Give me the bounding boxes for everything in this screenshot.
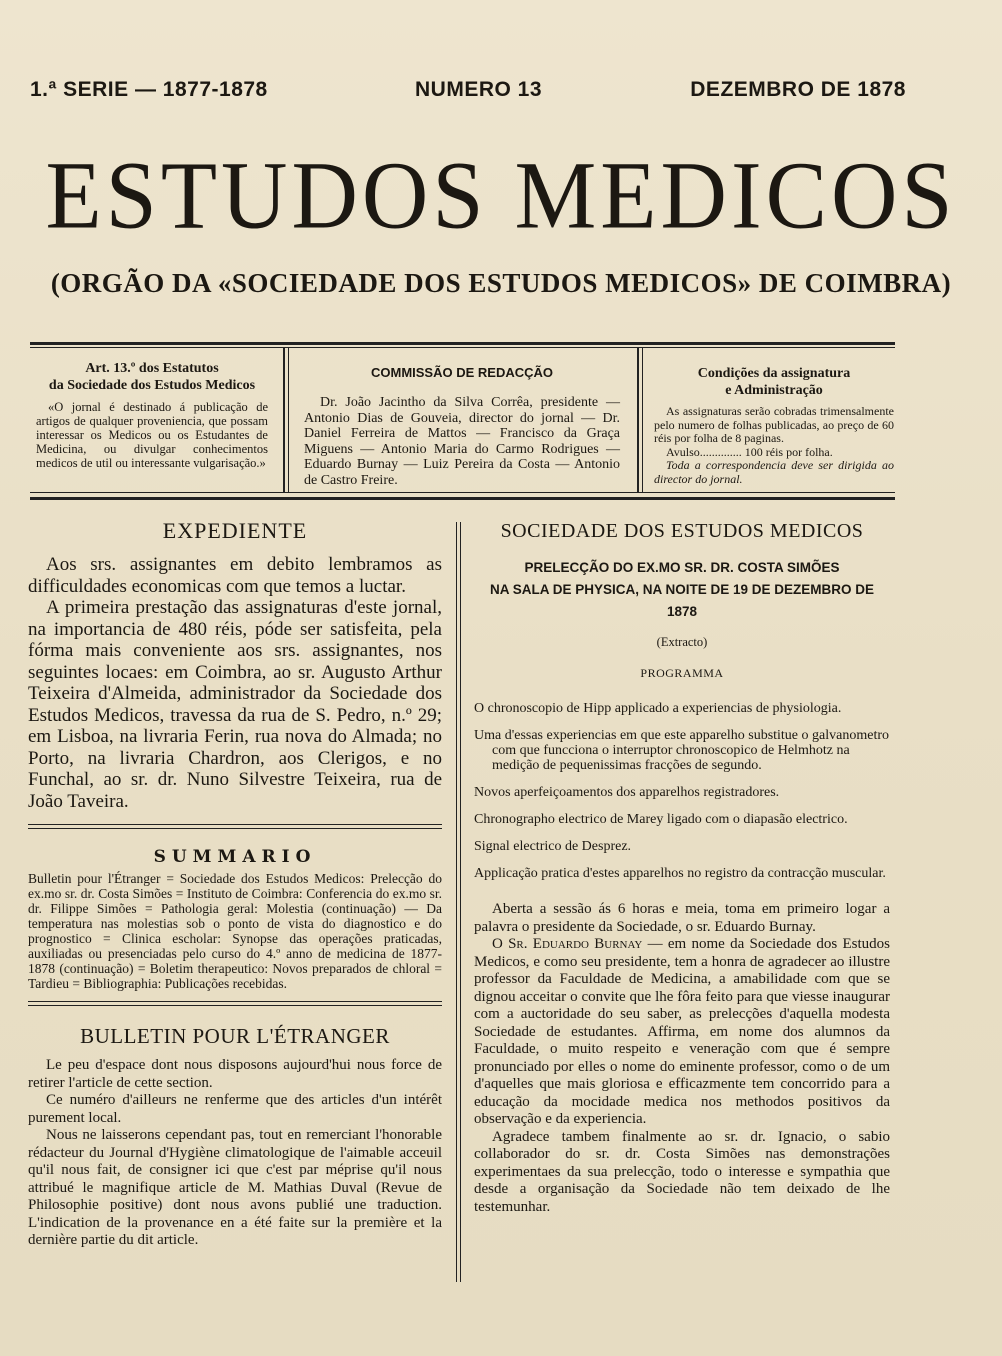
bulletin-p2: Ce numéro d'ailleurs ne renferme que des articles d'un intérêt purement local. (28, 1092, 442, 1126)
box-top-rule (30, 342, 895, 345)
sociedade-p2-text: — em nome da Sociedade dos Estudos Medicos, e como seu presidente, tem a honra de agradecer ao illustre professor da Faculdade de Medicina, a amabilidade com que se dignou acceitar o convite que lhe fôra feito para que viesse inaugurar com a auctoridade do seu saber, as prelecções d'aquella modesta Sociedade de estudantes. Affirma, em nome dos alumnos da Faculdade, o muito respeito e veneração com que é sempre pronunciado por elles o nome do eminente professor, como o de um d'aquelles que mais gloriosa e efficazmente tem concorrido para a educação da mocidade medica nos methodos positivos da observação e da experiencia. (474, 936, 890, 1127)
numero-label: NUMERO 13 (415, 78, 543, 101)
commissao-heading: COMMISSÃO DE REDACÇÃO (370, 365, 553, 380)
programma-item: O chronoscopio de Hipp applicado a experiencias de physiologia. (474, 701, 842, 716)
programma-list (474, 701, 890, 881)
box-bottom-rule-thin (30, 492, 895, 493)
programma-item: Uma d'essas experiencias em que este apparelho substitue o galvanometro com que funcciona o interruptor chronoscopico de Helmhotz na medição de pequenissimas fracções de segundo. (474, 728, 889, 773)
programma-label: PROGRAMMA (640, 666, 724, 680)
issue-header (30, 78, 906, 108)
condicoes-heading-2: e Administração (725, 383, 823, 398)
programma-item: Applicação pratica d'estes apparelhos no registro da contracção muscular. (474, 866, 886, 881)
condicoes-box (654, 365, 894, 486)
commissao-text: Dr. João Jacintho da Silva Corrêa, presidente — Antonio Dias de Gouveia, director do jornal — Dr. Daniel Ferreira de Mattos — Francisco da Graça Miguens — Antonio Maria do Carmo Rodrigues — Eduardo Burnay — Luiz Pereira da Costa — Antonio de Castro Freire. (304, 395, 620, 488)
masthead-subtitle: (ORGÃO DA «SOCIEDADE DOS ESTUDOS MEDICOS» DE COIMBRA) (50, 268, 952, 298)
bulletin-title: BULLETIN POUR L'ÉTRANGER (80, 1024, 390, 1048)
speaker-name: O Sr. Eduardo Burnay (492, 936, 643, 952)
serie-label: 1.ª SERIE — 1877-1878 (30, 78, 268, 101)
prelecao-line-1: PRELECÇÃO DO EX.MO SR. DR. COSTA SIMÕES (524, 560, 840, 575)
box-bottom-rule (30, 497, 895, 500)
sociedade-p1: Aberta a sessão ás 6 horas e meia, toma em primeiro logar a palavra o presidente da Sociedade, o sr. Eduardo Burnay. (474, 901, 890, 935)
prelecao-heading (474, 557, 890, 623)
masthead-title: ESTUDOS MEDICOS (45, 141, 957, 249)
column-divider (460, 522, 461, 1282)
box-divider (642, 347, 643, 493)
estatutos-heading-2: da Sociedade dos Estudos Medicos (48, 378, 256, 393)
column-divider (456, 522, 457, 1282)
sociedade-p3: Agradece tambem finalmente ao sr. dr. Ignacio, o sabio collaborador do sr. dr. Costa Simões nas demonstrações experimentaes da sua prelecção, todo o interesse e sympathia que desde a organisação da Sociedade não tem deixado de lhe testemunhar. (474, 1128, 890, 1215)
extracto-label: (Extracto) (656, 635, 708, 649)
programma-item: Chronographo electrico de Marey ligado com o diapasão electrico. (474, 812, 848, 827)
condicoes-avulso: Avulso.............. 100 réis por folha. (666, 444, 833, 459)
sociedade-p2 (474, 936, 890, 1129)
expediente-title: EXPEDIENTE (162, 518, 308, 543)
commissao-box (304, 365, 620, 488)
box-divider (283, 347, 285, 493)
box-divider (288, 347, 289, 493)
estatutos-heading-1: Art. 13.º dos Estatutos (85, 361, 219, 376)
prelecao-line-2: NA SALA DE PHYSICA, NA NOITE DE 19 DE DEZEMBRO DE 1878 (489, 582, 875, 619)
left-column (28, 518, 442, 1250)
estatutos-text: «O jornal é destinado á publicação de artigos de qualquer proveniencia, que possam interessar os Medicos ou os Estudantes de Medicina, ou divulgar conhecimentos medicos de util ou interessante vulgarisação.» (36, 400, 268, 470)
expediente-p1: Aos srs. assignantes em debito lembramos as difficuldades economicas com que temos a luctar. (28, 554, 442, 597)
box-top-rule-thin (30, 347, 895, 348)
date-label: DEZEMBRO DE 1878 (690, 78, 906, 101)
sociedade-title: SOCIEDADE DOS ESTUDOS MEDICOS (500, 520, 864, 542)
condicoes-heading-1: Condições da assignatura (697, 366, 851, 381)
estatutos-box (36, 360, 268, 470)
condicoes-text: As assignaturas serão cobradas trimensalmente pelo numero de folhas publicadas, ao preço de 60 réis por folha de 8 paginas. (654, 404, 894, 445)
programma-item: Signal electrico de Desprez. (474, 839, 632, 854)
right-column (474, 520, 890, 1216)
box-divider (637, 347, 639, 493)
summario-title: SUMMARIO (153, 847, 317, 867)
bulletin-p1: Le peu d'espace dont nous disposons aujourd'hui nous force de retirer l'article de cette section. (28, 1057, 442, 1091)
expediente-p2: A primeira prestação das assignaturas d'este jornal, na importancia de 480 réis, póde ser satisfeita, pela fórma mais conveniente aos srs. assignantes, nos seguintes locaes: em Coimbra, ao sr. Augusto Arthur Teixeira d'Almeida, administrador da Sociedade dos Estudos Medicos, travessa da rua de S. Pedro, n.º 29; em Lisboa, na livraria Ferin, rua nova do Almada; no Porto, na livraria Chardron, aos Clerigos, e no Funchal, ao sr. dr. Nuno Silvestre Teixeira, rua de João Taveira. (28, 597, 442, 812)
bulletin-p3: Nous ne laisserons cependant pas, tout en remerciant l'honorable rédacteur du Journal d'Hygiène climatologique de l'aimable acceuil qu'il nous fait, de consigner ici que c'est par méprise qu'il nous attribué le magnifique article de M. Mathias Duval (Revue de Philosophie positive) dont nous avons publié une traduction. L'indication de la provenance en a été faite sur la première et la dernière partie du dit article. (28, 1127, 442, 1248)
summario-text: Bulletin pour l'Étranger = Sociedade dos Estudos Medicos: Prelecção do ex.mo sr. dr. Costa Simões = Instituto de Coimbra: Conferencia do ex.mo sr. dr. Filippe Simões = Pathologia geral: Molestia (continuação) — Da temperatura nas molestias sob o ponto de vista do diagnostico e do prognostico = Clinica escholar: Synopse das operações praticadas, auxiliadas ou presenciadas pelo curso do 4.º anno de medicina de 1877-1878 (continuação) = Boletim therapeutico: Novos preparados de chloral = Tardieu = Bibliographia: Publicações recebidas. (28, 871, 442, 991)
programma-item: Novos aperfeiçoamentos dos apparelhos registradores. (474, 785, 780, 800)
condicoes-correspondencia: Toda a correspondencia deve ser dirigida ao director do jornal. (654, 458, 894, 486)
